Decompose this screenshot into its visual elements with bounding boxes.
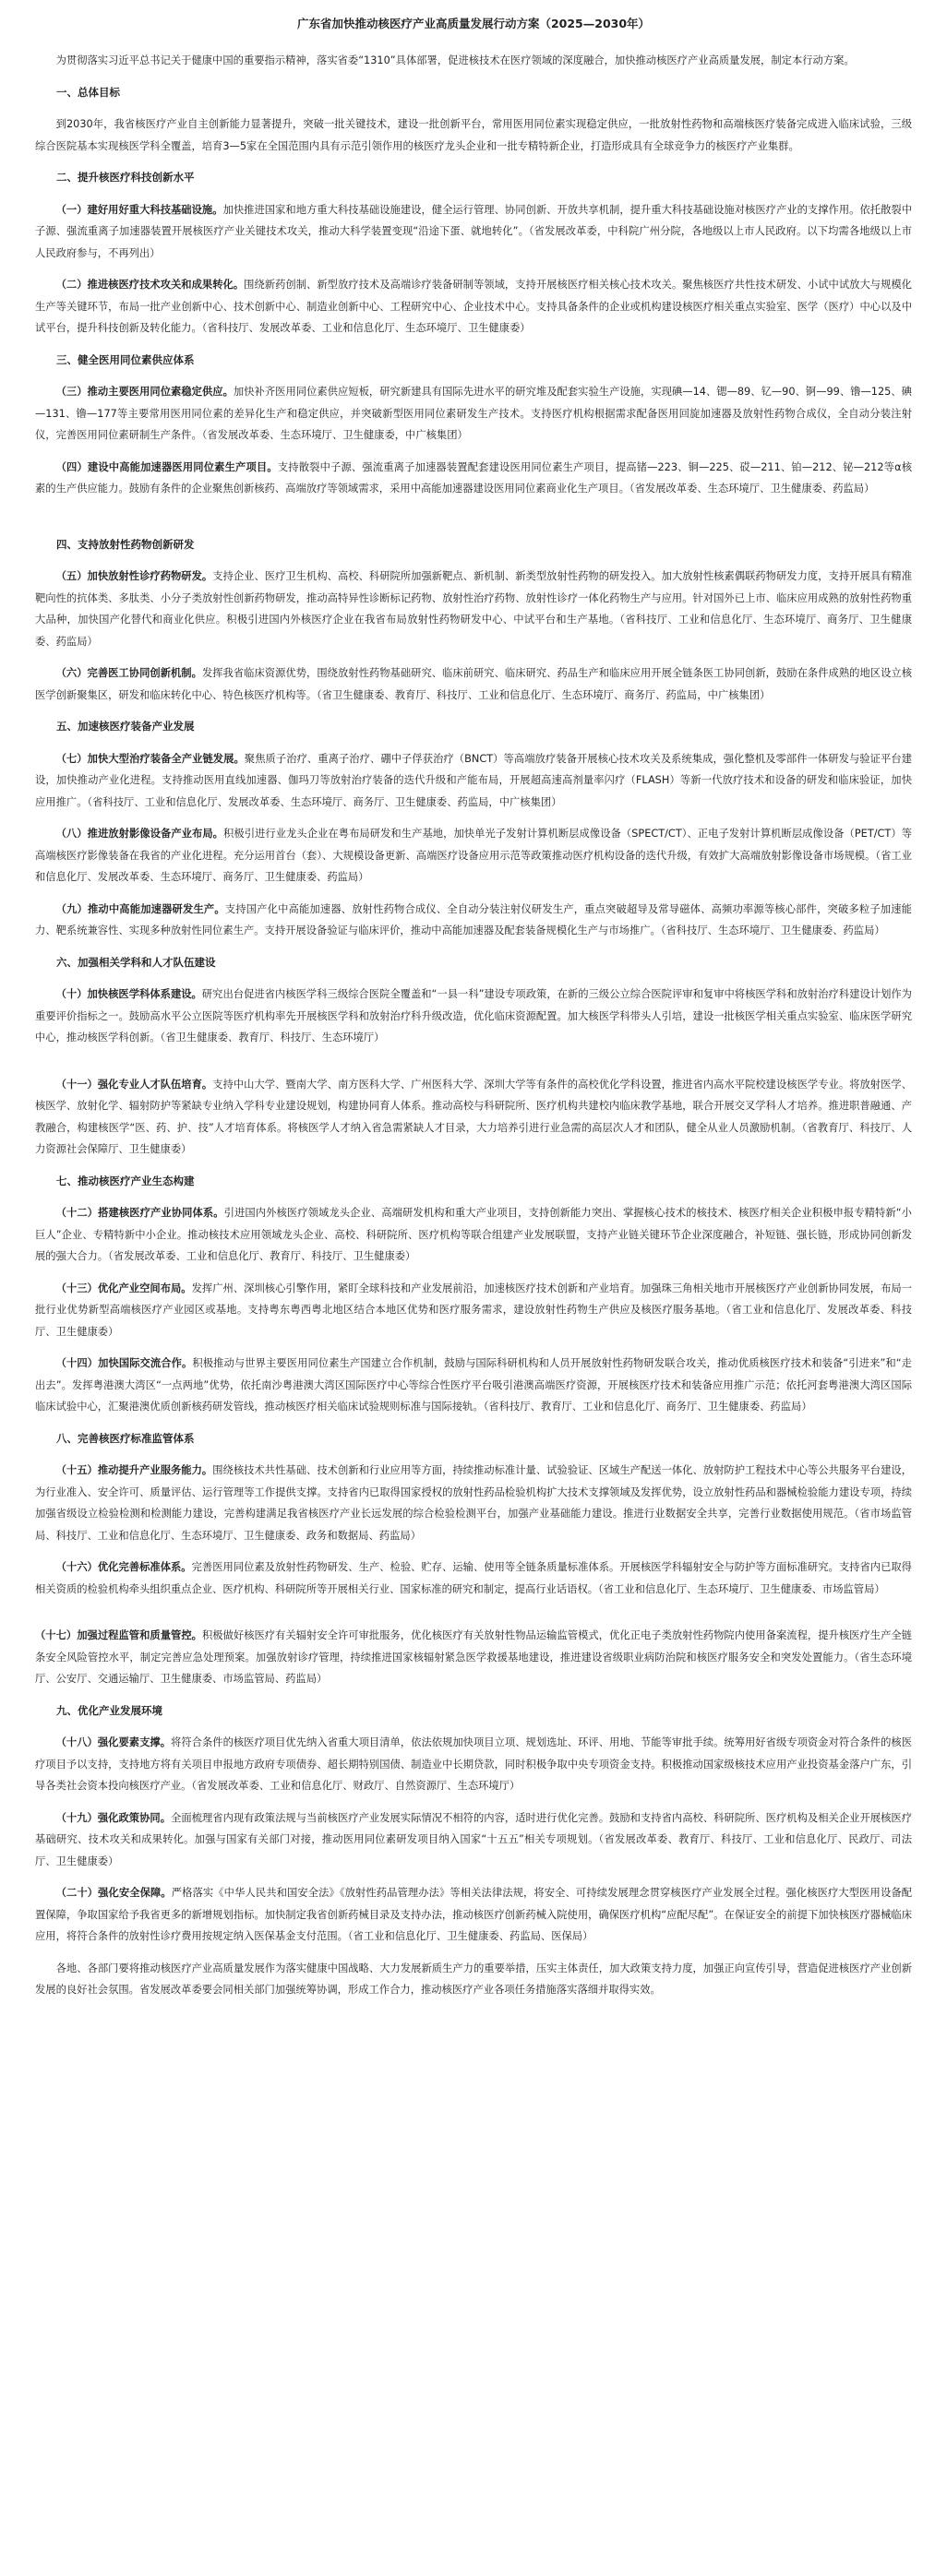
section-heading-5: 五、加速核医疗装备产业发展: [56, 720, 195, 733]
item-16: [35, 1556, 912, 1600]
item-12-lead: （十二）搭建核医疗产业协同体系。: [55, 1207, 224, 1219]
item-17-body: 积极做好核医疗有关辐射安全许可审批服务，优化核医疗有关放射性物品运输监管模式，优化正电子类放射性药物院内使用备案流程，提升核医疗生产全链条安全风险管控水平，制定完善应急处理预案。加强放射诊疗管理，持续推进国家核辐射紧急医学救援基地建设，推进建设省级职业病防治院和核医疗服务安全和突发处置能力。（省生态环境厅、公安厅、交通运输厅、卫生健康委、市场监管局、药监局）: [35, 1629, 912, 1685]
spacer: [35, 1059, 912, 1074]
item-1-body: 加快推进国家和地方重大科技基础设施建设，健全运行管理、协同创新、开放共享机制，提升重大科技基础设施对核医疗产业的支撑作用。依托散裂中子源、强流重离子加速器装置开展核医疗产业关键技术攻关，推动大科学装置变现“沿途下蛋、就地转化”。（省发展改革委，中科院广州分院，各地级以上市人民政府。以下均需各地级以上市人民政府参与，不再列出）: [35, 203, 912, 259]
item-18-lead: （十八）强化要素支撑。: [55, 1736, 172, 1748]
item-20-lead: （二十）强化安全保障。: [55, 1887, 172, 1899]
item-11: [35, 1074, 912, 1161]
section-heading-6: 六、加强相关学科和人才队伍建设: [56, 955, 216, 969]
item-8-body: 积极引进行业龙头企业在粤布局研发和生产基地，加快单光子发射计算机断层成像设备（SPECT/CT）、正电子发射计算机断层成像设备（PET/CT）等高端核医疗影像装备在我省的产业化进程。充分运用首台（套）、大规模设备更新、高端医疗设备应用示范等政策推动医疗机构设备的迭代升级，有效扩大高端放射影像设备市场规模。（省工业和信息化厅、发展改革委、生态环境厅、商务厅、卫生健康委、药监局）: [35, 828, 912, 883]
section-heading-1: 一、总体目标: [56, 85, 120, 99]
goal-paragraph: 到2030年，我省核医疗产业自主创新能力显著提升，突破一批关键技术，建设一批创新平台，常用医用同位素实现稳定供应，一批放射性药物和高端核医疗装备完成进入临床试验，三级综合医院基本实现核医学科全覆盖，培育3—5家在全国范围内具有示范引领作用的核医疗龙头企业和一批专精特新企业，打造形成具有全球竞争力的核医疗产业集群。: [35, 118, 912, 152]
item-12-body: 引进国内外核医疗领域龙头企业、高端研发机构和重大产业项目，支持创新能力突出、掌握核心技术的核技术、核医疗相关企业积极申报专精特新“小巨人”企业、专精特新中小企业。推动核技术应用领域龙头企业、高校、科研院所、医疗机构等联合组建产业发展联盟，支持产业链关键环节企业深度融合，补短链、强长链，形成协同创新发展的强大合力。（省发展改革委、工业和信息化厅、教育厅、科技厅、卫生健康委）: [35, 1207, 912, 1262]
item-6-body: 发挥我省临床资源优势，围绕放射性药物基础研究、临床前研究、临床研究、药品生产和临床应用开展全链条医工协同创新，鼓励在条件成熟的地区设立核医学创新聚集区，研发和临床转化中心、特色核医疗机构等。（省卫生健康委、教育厅、科技厅、工业和信息化厅、生态环境厅、商务厅、药监局，中广核集团）: [35, 667, 912, 701]
item-19-body: 全面梳理省内现有政策法规与当前核医疗产业发展实际情况不相符的内容，适时进行优化完善。鼓励和支持省内高校、科研院所、医疗机构及相关企业开展核医疗基础研究、技术攻关和成果转化。加强与国家有关部门对接，推动医用同位素研发项目纳入国家“十五五”相关专项规划。（省发展改革委、教育厅、科技厅、工业和信息化厅、民政厅、司法厅、卫生健康委）: [35, 1811, 912, 1867]
item-7-lead: （七）加快大型治疗装备全产业链发展。: [55, 752, 245, 765]
section-heading-9: 九、优化产业发展环境: [56, 1703, 162, 1717]
item-3: [35, 381, 912, 447]
item-14-lead: （十四）加快国际交流合作。: [55, 1357, 193, 1369]
section-heading-2: 二、提升核医疗科技创新水平: [56, 171, 195, 184]
item-4: [35, 457, 912, 500]
item-8: [35, 823, 912, 888]
item-18: [35, 1732, 912, 1797]
item-17: [35, 1625, 912, 1690]
item-15-body: 围绕核技术共性基础、技术创新和行业应用等方面，持续推动标准计量、试验验证、区域生产配送一体化、放射防护工程技术中心等公共服务平台建设，为行业准入、安全许可、质量评估、运行管理等工作提供支撑。支持省内已取得国家授权的放射性药品检验机构扩大技术支撑领域及发挥优势，设立放射性药品和器械检验能力建设专项，持续加强省级设立检验检测和检测能力建设，完善构建满足我省核医疗产业长远发展的综合检验检测平台，加强产业基础能力建设。推进行业数据安全共享，完善行业数据使用规范。（省市场监管局、科技厅、工业和信息化厅、生态环境厅、卫生健康委、政务和数据局、药监局）: [35, 1464, 912, 1542]
item-16-body: 完善医用同位素及放射性药物研发、生产、检验、贮存、运输、使用等全链条质量标准体系。开展核医学科辐射安全与防护等方面标准研究。支持省内已取得相关资质的检验机构牵头组织重点企业、医疗机构、科研院所等开展相关行业、国家标准的研究和制定，提高行业话语权。（省工业和信息化厅、生态环境厅、卫生健康委、市场监管局）: [35, 1561, 912, 1595]
item-6-lead: （六）完善医工协同创新机制。: [55, 667, 202, 679]
item-2-lead: （二）推进核医疗技术攻关和成果转化。: [55, 279, 245, 291]
item-7-body: 聚焦质子治疗、重离子治疗、硼中子俘获治疗（BNCT）等高端放疗装备开展核心技术攻关及系统集成，强化整机及零部件一体研发与验证平台建设，加快推动产业化进程。支持推动医用直线加速器、伽玛刀等放射治疗装备的迭代升级和产能布局，开展超高速高剂量率闪疗（FLASH）等新一代放疗技术和设备的研发和临床验证，加快应用推广。（省科技厅、工业和信息化厅、发展改革委、生态环境厅、商务厅、卫生健康委、药监局，中广核集团）: [35, 752, 912, 808]
item-13-lead: （十三）优化产业空间布局。: [55, 1282, 192, 1294]
item-3-body: 加快补齐医用同位素供应短板，研究新建具有国际先进水平的研究堆及配套实验生产设施，实现碘—14、锶—89、钇—90、锕—99、镥—125、碘—131、镥—177等主要常用医用同位素的差异化生产和稳定供应，并突破新型医用同位素研发生产技术。支持医疗机构根据需求配备医用回旋加速器及放射性药物合成仪，全自动分装注射仪，完善医用同位素研制生产条件。（省发展改革委、生态环境厅、卫生健康委，中广核集团）: [35, 386, 912, 441]
item-4-body: 支持散裂中子源、强流重离子加速器装置配套建设医用同位素生产项目，提高锗—223、铜—225、砹—211、铂—212、铋—212等α核素的生产供应能力。鼓励有条件的企业聚焦创新核药、高端放疗等领域需求，采用中高能加速器建设医用同位素商业化生产项目。（省发展改革委、生态环境厅、卫生健康委、药监局）: [35, 460, 912, 495]
item-14-body: 积极推动与世界主要医用同位素生产国建立合作机制，鼓励与国际科研机构和人员开展放射性药物研发联合攻关，推动优质核医疗技术和装备“引进来”和“走出去”。发挥粤港澳大湾区“一点两地”优势，依托南沙粤港澳大湾区国际医疗中心等综合性医疗平台吸引港澳高端医疗资源，开展核医疗技术和装备应用推广示范；依托河套粤港澳大湾区国际临床试验中心，汇聚港澳优质创新核药研发管线，推动核医疗相关临床试验规则标准与国际接轨。（省科技厅、教育厅、工业和信息化厅、商务厅、卫生健康委、药监局）: [35, 1357, 912, 1413]
item-15: [35, 1460, 912, 1546]
item-3-lead: （三）推动主要医用同位素稳定供应。: [55, 386, 234, 398]
item-19-lead: （十九）强化政策协同。: [55, 1811, 172, 1824]
section-heading-8: 八、完善核医疗标准监管体系: [56, 1431, 195, 1445]
item-16-lead: （十六）优化完善标准体系。: [55, 1561, 192, 1573]
item-9-body: 支持国产化中高能加速器、放射性药物合成仪、全自动分装注射仪研发生产，重点突破超导及常导磁体、高频功率源等核心部件，突破多粒子加速能力、靶系统兼容性、实现多种放射性同位素生产。支持开展设备验证与临床评价，推动中高能加速器及配套装备规模化生产与市场推广。（省科技厅、生态环境厅、卫生健康委、药监局）: [35, 902, 912, 936]
item-11-body: 支持中山大学、暨南大学、南方医科大学、广州医科大学、深圳大学等有条件的高校优化学科设置，推进省内高水平院校建设核医学专业。将放射医学、核医学、放射化学、辐射防护等紧缺专业纳入学科专业建设规划，构建协同育人体系。推动高校与科研院所、医疗机构共建校内临床教学基地，联合开展交叉学科人才培养。推进职普融通、产教融合，构建核医学“医、药、护、技”人才培育体系。将核医学人才纳入省急需紧缺人才目录，大力培养引进行业急需的高层次人才和团队，健全从业人员激励机制。（省教育厅、科技厅、人力资源社会保障厅、卫生健康委）: [35, 1078, 912, 1155]
item-7: [35, 748, 912, 814]
item-5-lead: （五）加快放射性诊疗药物研发。: [55, 570, 213, 582]
item-15-lead: （十五）推动提升产业服务能力。: [55, 1464, 213, 1476]
item-6: [35, 662, 912, 706]
item-13-body: 发挥广州、深圳核心引擎作用，紧盯全球科技和产业发展前沿，加速核医疗技术创新和产业培育。加强珠三角相关地市开展核医疗产业创新协同发展，布局一批行业优势新型高端核医疗产业园区或基地。支持粤东粤西粤北地区结合本地区优势和医疗服务需求，建设放射性药物生产供应及核医疗服务基地。（省工业和信息化厅、发展改革委、科技厅、卫生健康委）: [35, 1282, 912, 1338]
item-1-lead: （一）建好用好重大科技基础设施。: [55, 203, 223, 216]
item-18-body: 将符合条件的核医疗项目优先纳入省重大项目清单，依法依规加快项目立项、规划选址、环评、用地、节能等审批手续。统筹用好省级专项资金对符合条件的核医疗项目予以支持，支持地方将有关项目申报地方政府专项债券、超长期特别国债、制造业中长期贷款，同时积极争取中央专项资金支持。积极推动国家级核技术应用产业投资基金落户广东，引导各类社会资本投向核医疗产业。（省发展改革委、工业和信息化厅、财政厅、自然资源厅、生态环境厅）: [35, 1736, 912, 1792]
item-5-body: 支持企业、医疗卫生机构、高校、科研院所加强新靶点、新机制、新类型放射性药物的研发投入。加大放射性核素偶联药物研发力度，支持开展具有精准靶向性的抗体类、多肽类、小分子类放射性创新药物研发，推动高特异性诊断标记药物、放射性治疗药物、放射性诊疗一体化药物生产与应用。针对国外已上市、临床应用成熟的放射性药物重大品种，加快国产化替代和商业化供应。积极引进国内外核医疗企业在我省布局放射性药物研发中心、中试平台和生产基地。（省科技厅、工业和信息化厅、生态环境厅、商务厅、卫生健康委、药监局）: [35, 570, 912, 648]
closing-paragraph: 各地、各部门要将推动核医疗产业高质量发展作为落实健康中国战略、大力发展新质生产力的重要举措，压实主体责任，加大政策支持力度，加强正向宣传引导，营造促进核医疗产业创新发展的良好社会氛围。省发展改革委要会同相关部门加强统筹协调，形成工作合力，推动核医疗产业各项任务措施落实落细并取得实效。: [35, 1962, 912, 1996]
item-8-lead: （八）推进放射影像设备产业布局。: [55, 828, 224, 840]
item-20: [35, 1882, 912, 1948]
section-heading-7: 七、推动核医疗产业生态构建: [56, 1174, 195, 1187]
item-19: [35, 1807, 912, 1873]
item-13: [35, 1278, 912, 1343]
document-title: 广东省加快推动核医疗产业高质量发展行动方案（2025—2030年）: [296, 17, 651, 30]
intro-paragraph: 为贯彻落实习近平总书记关于健康中国的重要指示精神，落实省委“1310”具体部署，促进核技术在医疗领域的深度融合，加快推动核医疗产业高质量发展，制定本行动方案。: [55, 54, 855, 66]
item-5: [35, 566, 912, 652]
item-2-body: 围绕新药创制、新型放疗技术及高端诊疗装备研制等领域，支持开展核医疗相关核心技术攻关。聚焦核医疗共性技术研发、小试中试放大与规模化生产等关键环节，布局一批产业创新中心、技术创新中心、制造业创新中心、工程研究中心、企业技术中心。支持具备条件的企业或机构建设核医疗相关重点实验室、医学（医疗）中心以及中试平台，提升科技创新及转化能力。（省科技厅、发展改革委、工业和信息化厅、生态环境厅、卫生健康委）: [35, 279, 912, 334]
item-12: [35, 1202, 912, 1268]
item-10-body: 研究出台促进省内核医学科三级综合医院全覆盖和“一县一科”建设专项政策，在新的三级公立综合医院评审和复审中将核医学科和放射治疗科建设计划作为重要评价指标之一。鼓励高水平公立医院等医疗机构率先开展核医学科和放射治疗科升级改造，优化临床资源配置。加大核医学科带头人引培，建设一批核医学相关重点实验室、临床医学研究中心，推动核医学科创新。（省卫生健康委、教育厅、科技厅、生态环境厅）: [35, 988, 912, 1044]
section-heading-4: 四、支持放射性药物创新研发: [56, 537, 195, 551]
item-4-lead: （四）建设中高能加速器医用同位素生产项目。: [55, 460, 278, 473]
item-9-lead: （九）推动中高能加速器研发生产。: [55, 902, 225, 915]
item-9: [35, 899, 912, 942]
item-11-lead: （十一）强化专业人才队伍培育。: [55, 1078, 213, 1091]
item-20-body: 严格落实《中华人民共和国安全法》《放射性药品管理办法》等相关法律法规，将安全、可持续发展理念贯穿核医疗产业发展全过程。强化核医疗大型医用设备配置保障，争取国家给予我省更多的新增规划指标。加快制定我省创新药械目录及支持办法，推动核医疗创新药械入院使用，确保医疗机构“应配尽配”。在保证安全的前提下加快核医疗器械临床应用，将符合条件的放射性诊疗费用按规定纳入医保基金支付范围。（省工业和信息化厅、卫生健康委、药监局、医保局）: [35, 1887, 912, 1942]
item-17-lead: （十七）加强过程监管和质量管控。: [35, 1629, 202, 1641]
spacer: [35, 1610, 912, 1625]
spacer: [35, 510, 912, 534]
item-1: [35, 199, 912, 265]
item-2: [35, 274, 912, 340]
section-heading-3: 三、健全医用同位素供应体系: [56, 352, 195, 366]
item-10-lead: （十）加快核医学科体系建设。: [55, 988, 202, 1000]
item-10: [35, 984, 912, 1049]
item-14: [35, 1353, 912, 1418]
